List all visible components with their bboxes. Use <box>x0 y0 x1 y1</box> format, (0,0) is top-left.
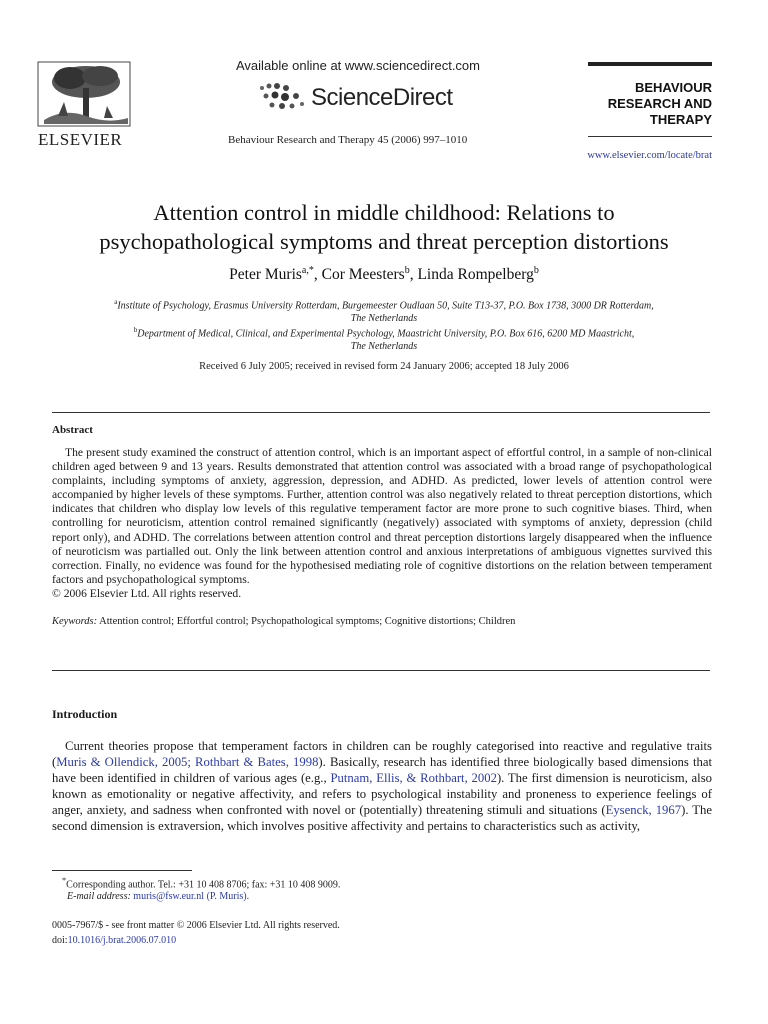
intro-text-run: ). The second dimension is extraversion, which involves positive affectivity and pertains to characteristics such as activity, <box>52 802 712 833</box>
author-affil-marker[interactable]: b <box>404 265 410 276</box>
author-name: Peter Muris <box>229 266 302 284</box>
abstract-body <box>52 446 712 629</box>
intro-text-run: ). Basically, research has identified three biologically based dimensions that have been identified in children of various ages (e.g., <box>52 754 712 785</box>
affiliation-a <box>50 296 718 325</box>
intro-text-run: Current theories propose that temperament factors in children can be roughly categorised into reactive and regulative traits ( <box>52 739 712 769</box>
corresponding-author-text: Corresponding author. Tel.: +31 10 408 8706; fax: +31 10 408 9009. <box>66 879 341 891</box>
keywords-list: Attention control; Effortful control; Psychopathological symptoms; Cognitive distortions; Children <box>99 616 516 628</box>
abstract-top-rule <box>52 412 710 413</box>
citation-link[interactable]: Muris & Ollendick, 2005; Rothbart & Bates, 1998 <box>56 754 319 769</box>
elsevier-tree-icon <box>34 58 134 130</box>
journal-title-line: THERAPY <box>649 112 712 127</box>
page-header <box>0 0 768 170</box>
affiliation-b <box>50 324 718 353</box>
affiliation-marker: a <box>114 298 118 306</box>
affiliation-country: The Netherlands <box>350 313 418 325</box>
author-list <box>40 265 728 284</box>
keywords-label: Keywords: <box>52 616 98 628</box>
journal-title <box>560 80 712 128</box>
corresponding-author-note: *Corresponding author. Tel.: +31 10 408 8706; fax: +31 10 408 9009. <box>62 876 341 891</box>
journal-title-line: RESEARCH AND <box>607 96 712 111</box>
doi-line <box>52 935 176 946</box>
article-title-line: Attention control in middle childhood: Relations to <box>153 200 615 225</box>
journal-title-top-rule <box>588 62 712 66</box>
affiliation-country: The Netherlands <box>350 341 418 353</box>
keywords-line <box>52 615 712 629</box>
journal-url-link[interactable]: www.elsevier.com/locate/brat <box>587 150 712 161</box>
author-separator: , <box>409 266 418 284</box>
footnote-rule <box>52 870 192 871</box>
journal-title-bottom-rule <box>588 136 712 137</box>
abstract-heading: Abstract <box>52 424 93 436</box>
elsevier-tree-logo <box>34 58 134 130</box>
intro-text-run: ). The first dimension is neuroticism, also known as emotionality or negative affectivity, and refers to psychological instability and proneness to experience feelings of anger, anxiety, and sadness when confronted with novel or (potentially) threatening stimuli and situations ( <box>52 770 712 817</box>
journal-reference: Behaviour Research and Therapy 45 (2006) 997–1010 <box>228 134 468 146</box>
email-note <box>67 891 249 902</box>
article-title-line: psychopathological symptoms and threat perception distortions <box>99 229 669 254</box>
author-name: Linda Rompelberg <box>417 266 534 284</box>
author-affil-marker[interactable]: b <box>533 265 539 276</box>
issn-line: 0005-7967/$ - see front matter © 2006 Elsevier Ltd. All rights reserved. <box>52 920 340 931</box>
citation-link[interactable]: Putnam, Ellis, & Rothbart, 2002 <box>330 770 497 785</box>
affiliation-text: Department of Medical, Clinical, and Experimental Psychology, Maastricht University, P.O. Box 616, 6200 MD Maastricht, <box>137 328 635 340</box>
available-online-text[interactable]: Available online at www.sciencedirect.com <box>236 58 480 73</box>
email-label: E-mail address: <box>67 891 131 902</box>
section-heading-introduction: Introduction <box>52 707 118 721</box>
author-name: Cor Meesters <box>321 266 405 284</box>
abstract-bottom-rule <box>52 670 710 671</box>
intro-paragraph <box>52 739 712 834</box>
abstract-copyright: © 2006 Elsevier Ltd. All rights reserved. <box>52 586 242 600</box>
citation-link[interactable]: Eysenck, 1967 <box>605 802 682 817</box>
doi-link[interactable]: 10.1016/j.brat.2006.07.010 <box>67 935 177 946</box>
author-affil-marker[interactable]: a,* <box>301 265 314 276</box>
affiliation-text: Institute of Psychology, Erasmus University Rotterdam, Burgemeester Oudlaan 50, Suite T13-37, P.O. Box 1738, 3000 DR Rotterdam, <box>117 300 654 312</box>
received-dates: Received 6 July 2005; received in revised form 24 January 2006; accepted 18 July 2006 <box>199 361 569 372</box>
doi-label: doi: <box>52 935 68 946</box>
email-link[interactable]: muris@fsw.eur.nl (P. Muris). <box>133 891 250 902</box>
author-separator: , <box>313 266 322 284</box>
abstract-paragraph: The present study examined the construct of attention control, which is an important aspect of effortful control, in a sample of non-clinical children aged between 9 and 13 years. Results demonstrated that attention control was associated with a broad range of psychopathological complaints, including symptoms of anxiety, aggression, depression, and ADHD. As predicted, lower levels of attention control were accompanied by higher levels of these symptoms. Further, attention control was also negatively related to threat perception distortions, which indicates that children who display low levels of this regulative temperament factor are more prone to such cognitive biases. Third, when controlling for neuroticism, attention control remained significantly (negatively) associated with symptoms of anxiety, depression (child report only), and ADHD. The correlations between attention control and threat perception distortions largely disappeared when the influence of neuroticism was partialled out. Only the link between attention control and anxious interpretations of ambiguous vignettes survived this correction. Finally, no evidence was found for the hypothesised mediating role of cognitive distortions on the relation between temperament factors and psychopathological symptoms. <box>52 446 712 586</box>
sciencedirect-dots-icon <box>258 82 306 117</box>
journal-title-line: BEHAVIOUR <box>634 80 712 95</box>
affiliation-marker: b <box>133 326 138 334</box>
publisher-name: ELSEVIER <box>38 130 123 149</box>
sciencedirect-logo-text: ScienceDirect <box>311 84 453 111</box>
article-title <box>40 198 728 256</box>
